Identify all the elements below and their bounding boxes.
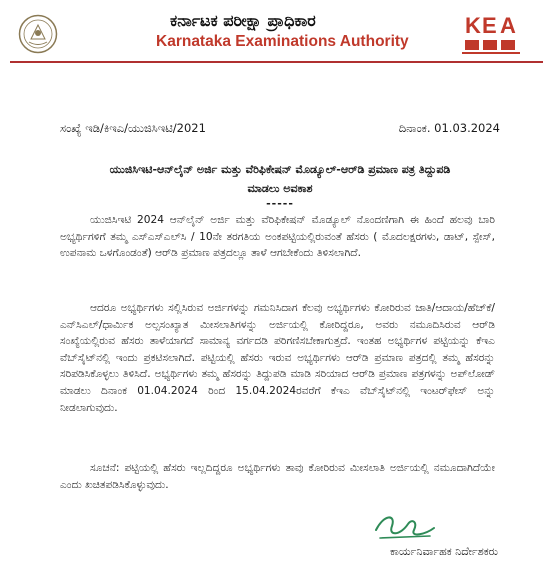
government-seal-icon [18,14,58,54]
subject-heading [70,160,490,213]
paragraph-2: ಆದರೂ ಅಭ್ಯರ್ಥಿಗಳು ಸಲ್ಲಿಸಿರುವ ಅರ್ಜಿಗಳನ್ನು ಗಮನಿಸಿದಾಗ ಕೆಲವು ಅಭ್ಯರ್ಥಿಗಳು ಕೋರಿರುವ ಜಾತಿ/ಆದಾಯ/ಹೆಚ್‌ಕೆ/ಎನ್‌ಸಿಎಲ್/ಧಾರ್ಮಿಕ ಅಲ್ಪಸಂಖ್ಯಾತ ಮೀಸಲಾತಿಗಳನ್ನು ಅರ್ಜಿಯಲ್ಲಿ ಕೋರಿದ್ದರೂ, ಅವರು ನಮೂದಿಸಿರುವ ಆರ್‌ಡಿ ಸಂಖ್ಯೆಯಲ್ಲಿರುವ ಹೆಸರು ತಾಳೆಯಾಗದೆ ಸಾಮಾನ್ಯ ವರ್ಗದಡಿ ಪರಿಗಣಿಸಬೇಕಾಗುತ್ತದೆ. ಇಂತಹ ಅಭ್ಯರ್ಥಿಗಳ ಪಟ್ಟಿಯನ್ನು ಕೆಇಎ ವೆಬ್‌ಸೈಟ್‌ನಲ್ಲಿ ಇಂದು ಪ್ರಕಟಿಸಲಾಗಿದೆ. ಪಟ್ಟಿಯಲ್ಲಿ ಹೆಸರು ಇರುವ ಅಭ್ಯರ್ಥಿಗಳು ಆರ್‌ಡಿ ಪ್ರಮಾಣ ಪತ್ರದಲ್ಲಿ ತಮ್ಮ ಹೆಸರನ್ನು ಸರಿಪಡಿಸಿಕೊಳ್ಳಲು ತಿಳಿಸಿದೆ. ಅಭ್ಯರ್ಥಿಗಳು ತಮ್ಮ ಹೆಸರನ್ನು ತಿದ್ದುಪಡಿ ಮಾಡಿ ಸರಿಯಾದ ಆರ್‌ಡಿ ಪ್ರಮಾಣ ಪತ್ರಗಳನ್ನು ಅಪ್‌ಲೋಡ್ ಮಾಡಲು ದಿನಾಂಕ 01.04.2024 ರಿಂದ 15.04.2024ರವರೆಗೆ ಕೆಇಎ ವೆಬ್‌ಸೈಟ್‌ನಲ್ಲಿ ಇಂಟರ್‌ಫೇಸ್ ಅನ್ನು ನೀಡಲಾಗುವುದು. [60,302,495,414]
logo-letter-e: E [482,13,497,38]
authority-name-kannada: ಕರ್ನಾಟಕ ಪರೀಕ್ಷಾ ಪ್ರಾಧಿಕಾರ [170,11,316,30]
subject-line-1: ಯುಜಿಸಿಇಟಿ-ಆನ್‌ಲೈನ್ ಅರ್ಜಿ ಮತ್ತು ವೆರಿಫಿಕೇಷನ್ ಮೊಡ್ಯೂಲ್-ಆರ್‌ಡಿ ಪ್ರಮಾಣ ಪತ್ರ ತಿದ್ದುಪಡಿ [109,163,451,176]
paragraph-1: ಯುಜಿಸಿಇಟಿ 2024 ಆನ್‌ಲೈನ್ ಅರ್ಜಿ ಮತ್ತು ವೆರಿಫಿಕೇಷನ್ ಮೊಡ್ಯೂಲ್ ನೊಂದಣಿಗಾಗಿ ಈ ಹಿಂದೆ ಹಲವು ಬಾರಿ ಅಭ್ಯರ್ಥಿಗಳಿಗೆ ತಮ್ಮ ಎಸ್‌ಎಸ್‌ಎಲ್‌ಸಿ / 10ನೇ ತರಗತಿಯ ಅಂಕಪಟ್ಟಿಯಲ್ಲಿರುವಂತೆ ಹೆಸರು ( ಮೊದಲಕ್ಷರಗಳು, ಡಾಟ್, ಸ್ಪೇಸ್, ಉಪನಾಮ ಒಳಗೊಂಡಂತೆ) ಆರ್‌ಡಿ ಪ್ರಮಾಣ ಪತ್ರದಲ್ಲೂ ತಾಳೆ ಆಗಬೇಕೆಂದು ತಿಳಿಸಲಾಗಿದೆ. [60,214,495,260]
authority-name-english: Karnataka Examinations Authority [156,33,409,50]
header-divider [10,61,543,63]
signature-icon [370,510,440,546]
logo-letter-k: K [465,13,481,38]
kea-logo [462,10,528,56]
subject-underline: ----- [266,197,294,210]
reference-number: ಸಂಖ್ಯೆ ಇಡಿ/ಕಿಇಎ/ಯುಜಿಸಿಇಟಿ/2021 [60,121,206,135]
logo-letter-a: A [500,13,516,38]
signatory-designation: ಕಾರ್ಯನಿರ್ವಾಹಕ ನಿರ್ದೇಶಕರು [390,545,498,558]
document-date: ದಿನಾಂಕ. 01.03.2024 [398,121,500,135]
subject-line-2: ಮಾಡಲು ಅವಕಾಶ [247,182,313,195]
note-paragraph: ಸೂಚನೆ: ಪಟ್ಟಿಯಲ್ಲಿ ಹೆಸರು ಇಲ್ಲದಿದ್ದರೂ ಅಭ್ಯರ್ಥಿಗಳು ತಾವು ಕೋರಿರುವ ಮೀಸಲಾತಿ ಅರ್ಜಿಯಲ್ಲಿ ನಮೂದಾಗಿದೆಯೇ ಎಂದು ಖಚಿತಪಡಿಸಿಕೊಳ್ಳುವುದು. [60,462,495,491]
